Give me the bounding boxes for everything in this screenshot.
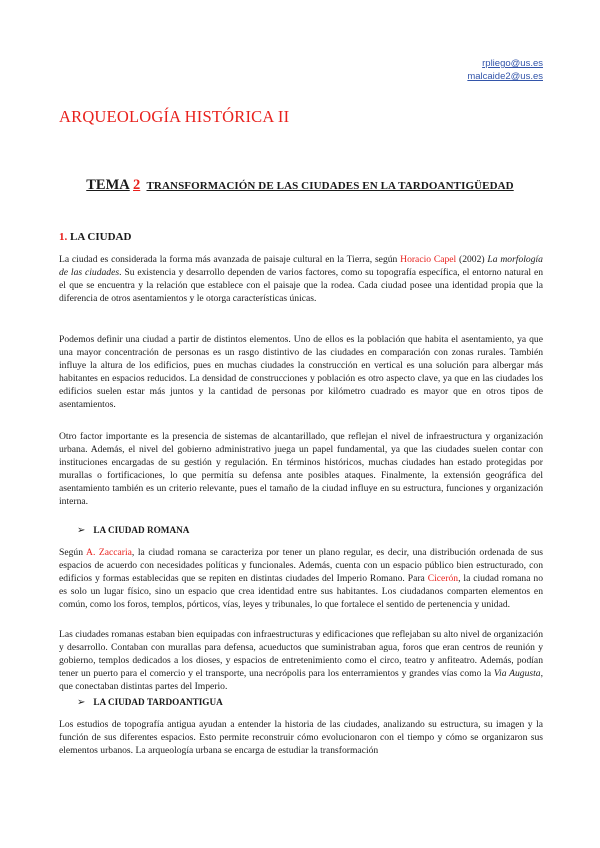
document-title: ARQUEOLOGÍA HISTÓRICA II	[59, 107, 290, 126]
paragraph-1	[59, 253, 543, 305]
p4-text-c: , la ciudad romana no es solo un lugar físico, sino un espacio que crea identidad entre sus habitantes. Los ciudadanos comparten elementos en común, como los foros, templos, pórticos, vías, leyes y tribunales, lo que fortalece el sentido de pertenencia y unidad.	[59, 573, 543, 610]
email-link-2[interactable]: malcaide2@us.es	[467, 71, 543, 82]
tema-heading	[0, 177, 600, 194]
arrow-bullet-icon: ➢	[77, 697, 86, 708]
p4-text-b: , la ciudad romana se caracteriza por tener un plano regular, es decir, una distribución ordenada de sus espacios de acuerdo con necesidades políticas y funcionales. Además, cuenta con un espacio público bien estructurado, con edificios y formas establecidas que se repiten en distintas ciudades del Imperio Romano. Para	[59, 547, 543, 584]
p1-author: Horacio Capel	[400, 254, 457, 265]
section-number: 1.	[59, 231, 68, 243]
p1-text-a: La ciudad es considerada la forma más avanzada de paisaje cultural en la Tierra, según	[59, 254, 401, 265]
subsection-heading-late-antique	[77, 697, 223, 708]
p1-text-b: (2002)	[456, 254, 488, 265]
section-title: LA CIUDAD	[70, 231, 132, 243]
p5-text-a: Las ciudades romanas estaban bien equipadas con infraestructuras y edificaciones que reflejaban su alto nivel de organización y desarrollo. Contaban con murallas para defensa, acueductos que suministraban agua, foros que eran centros de reunión y gobierno, templos dedicados a los dioses, y espacios de entretenimiento como el circo, teatro y anfiteatro. Además, podían tener un puerto para el comercio y el transporte, una necrópolis para los enterramientos y grandes vías como la	[59, 629, 543, 679]
paragraph-3: Otro factor importante es la presencia de sistemas de alcantarillado, que reflejan el nivel de infraestructura y organización urbana. Además, el nivel del gobierno administrativo juega un papel fundamental, ya que las ciudades suelen contar con instituciones encargadas de su gestión y regulación. En términos históricos, muchas ciudades han estado protegidas por murallas o fortificaciones, lo que permitía su defensa ante posibles ataques. Finalmente, la extensión geográfica del asentamiento también es un criterio relevante, pues el tamaño de la ciudad influye en su estructura, funciones y organización interna.	[59, 431, 543, 507]
p4-author-zaccaria: A. Zaccaria	[86, 547, 132, 558]
paragraph-4	[59, 546, 543, 611]
p1-text-c: . Su existencia y desarrollo dependen de varios factores, como su topografía específica, el entorno natural en el que se encuentra y la relación que establece con el paisaje que la rodea. Cada ciudad posee una identidad propia que la diferencia de otros asentamientos y le otorga características únicas.	[59, 267, 543, 304]
paragraph-5	[59, 628, 543, 693]
p4-text-a: Según	[59, 547, 87, 558]
p1-work-title: La morfología de las ciudades	[59, 254, 543, 278]
tema-number: 2	[133, 177, 141, 193]
p5-text-b: , que conectaban distintas partes del Imperio.	[59, 668, 543, 692]
author-emails	[467, 57, 543, 83]
email-link-1[interactable]: rpliego@us.es	[482, 58, 543, 69]
section-heading	[59, 231, 131, 243]
subsection-title-late-antique: LA CIUDAD TARDOANTIGUA	[93, 697, 223, 707]
p5-via-augusta: Via Augusta	[493, 668, 541, 679]
tema-title: TRANSFORMACIÓN DE LAS CIUDADES EN LA TARDOANTIGÜEDAD	[146, 180, 514, 192]
tema-label: TEMA	[86, 177, 130, 193]
subsection-title-roman: LA CIUDAD ROMANA	[93, 525, 190, 535]
paragraph-2: Podemos definir una ciudad a partir de distintos elementos. Uno de ellos es la población que habita el asentamiento, ya que una mayor concentración de personas es un rasgo distintivo de las ciudades en comparación con zonas rurales. También influye la altura de los edificios, pues en muchas ciudades la construcción en vertical es una solución para albergar más habitantes en espacios reducidos. La densidad de construcciones y población es otro aspecto clave, ya que en las ciudades los edificios suelen estar más juntos y la cantidad de personas por kilómetro cuadrado es mayor que en otros tipos de asentamientos.	[59, 334, 543, 410]
p4-author-ciceron: Cicerón	[427, 573, 459, 584]
subsection-heading-roman	[77, 525, 189, 536]
arrow-bullet-icon: ➢	[77, 525, 86, 536]
paragraph-6: Los estudios de topografía antigua ayudan a entender la historia de las ciudades, analizando su estructura, su imagen y la función de sus diferentes espacios. Esto permite reconstruir cómo evolucionaron con el tiempo y cómo se organizaron sus elementos urbanos. La arqueología urbana se encarga de estudiar la transformación	[59, 719, 543, 756]
